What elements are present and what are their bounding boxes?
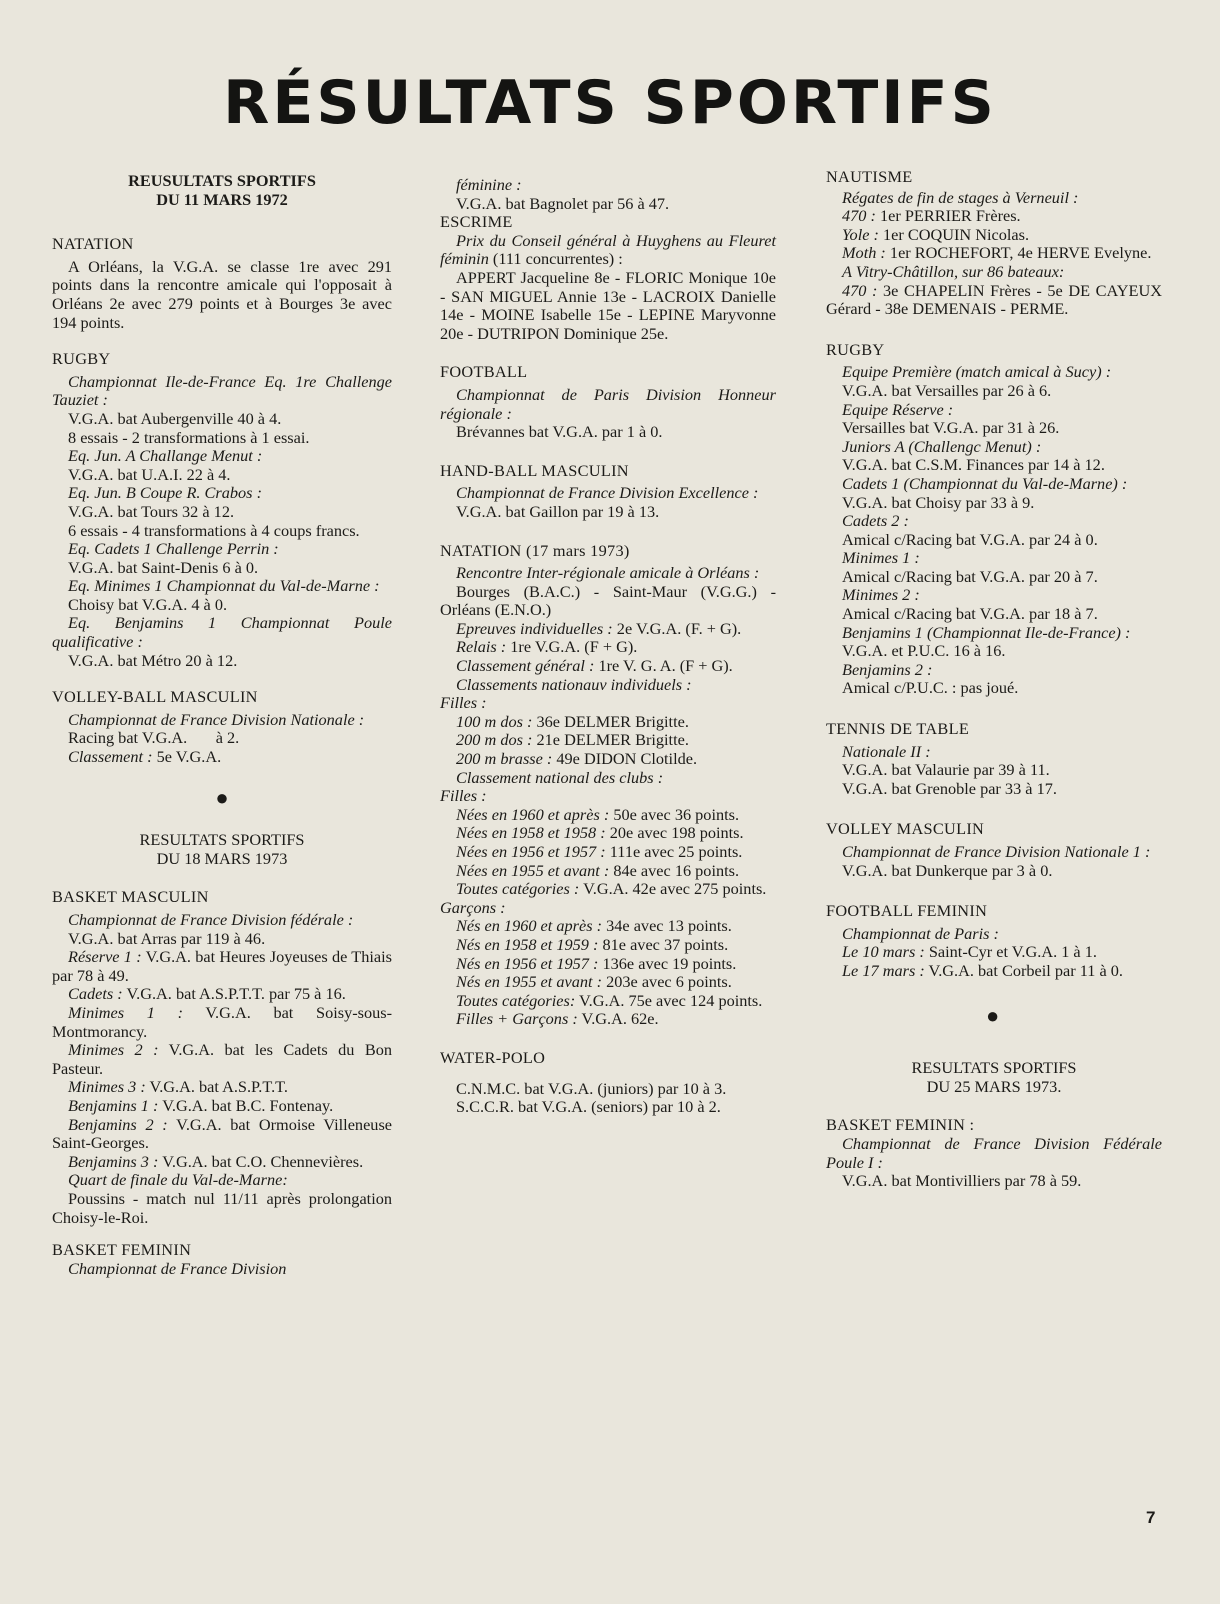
text-line: V.G.A. bat U.A.I. 22 à 4. [68, 464, 231, 484]
text-line: Championnat de France Division Nationale : [68, 709, 365, 729]
text-line: féminine : [456, 175, 522, 194]
text-line: Minimes 2 : V.G.A. bat les Cadets du Bon Pasteur. [52, 1040, 392, 1078]
text-line: Minimes 1 : [842, 548, 920, 568]
page-title: RÉSULTATS SPORTIFS [223, 68, 997, 138]
text-line: Championnat de France Division Excellence : [456, 483, 759, 503]
text-line: Eq. Jun. A Challange Menut : [68, 446, 263, 466]
natation-heading: NATATION (17 mars 1973) [440, 540, 630, 560]
column-2 [440, 176, 776, 1117]
text-line: Réserve 1 : V.G.A. bat Heures Joyeuses de Thiais par 78 à 49. [52, 947, 392, 985]
text-line: Amical c/P.U.C. : pas joué. [842, 678, 1019, 698]
text-line: Cadets 1 (Championnat du Val-de-Marne) : [842, 473, 1128, 493]
bullet-separator: ● [215, 784, 229, 810]
text-line: Yole : 1er COQUIN Nicolas. [842, 224, 1030, 244]
volley-heading: VOLLEY-BALL MASCULIN [52, 687, 258, 707]
text-line: Relais : 1re V.G.A. (F + G). [456, 637, 638, 657]
basket-feminin-heading: BASKET FEMININ : [826, 1115, 975, 1135]
text-line: Classement général : 1re V. G. A. (F + G). [456, 656, 733, 676]
text-line: A Vitry-Châtillon, sur 86 bateaux: [842, 261, 1065, 281]
text-line: V.G.A. bat Choisy par 33 à 9. [842, 492, 1035, 512]
text-line: 100 m dos : 36e DELMER Brigitte. [456, 711, 689, 731]
text-line: Juniors A (Challengc Menut) : [842, 436, 1042, 456]
text-line: V.G.A. bat Bagnolet par 56 à 47. [456, 193, 670, 213]
text-line: V.G.A. bat Arras par 119 à 46. [68, 928, 266, 948]
text-line: Championnat de Paris : [842, 923, 999, 943]
text-line: V.G.A. et P.U.C. 16 à 16. [842, 641, 1006, 661]
text-line: Benjamins 2 : V.G.A. bat Ormoise Villeneuse Saint-Georges. [52, 1114, 393, 1153]
text-line: 200 m dos : 21e DELMER Brigitte. [456, 730, 689, 750]
text-line: V.G.A. bat Métro 20 à 12. [68, 650, 238, 670]
text-line: Poussins - match nul 11/11 après prolongation Choisy-le-Roi. [52, 1188, 392, 1227]
text-line: 8 essais - 2 transformations à 1 essai. [68, 427, 310, 447]
text-line: Amical c/Racing bat V.G.A. par 20 à 7. [842, 566, 1098, 586]
text-line: Classement : 5e V.G.A. [68, 747, 222, 767]
text-line: Championnat de Paris Division Honneur régionale : [440, 384, 776, 423]
text-line: Filles : [440, 693, 487, 713]
escrime-heading: ESCRIME [440, 212, 513, 232]
text-line: Cadets 2 : [842, 511, 909, 531]
text-line: Prix du Conseil général à Huyghens au Fleuret féminin (111 concurrentes) : [440, 230, 776, 269]
section-subtitle: RESULTATS SPORTIFS DU 18 MARS 1973 [139, 830, 305, 868]
text-line: Championnat de France Division Nationale 1 : [842, 842, 1151, 861]
text-line: Bourges (B.A.C.) - Saint-Maur (V.G.G.) - Orléans (E.N.O.) [440, 581, 776, 620]
text-line: 470 : 1er PERRIER Frères. [842, 206, 1021, 226]
text-line: Le 10 mars : Saint-Cyr et V.G.A. 1 à 1. [842, 942, 1097, 962]
column-1 [52, 168, 392, 1278]
text-line: Toutes catégories : V.G.A. 42e avec 275 points. [456, 879, 767, 899]
text-line: Quart de finale du Val-de-Marne: [68, 1170, 288, 1190]
text-line: Rencontre Inter-régionale amicale à Orléans : [456, 563, 760, 583]
text-line: Nés en 1956 et 1957 : 136e avec 19 points. [456, 953, 737, 973]
text-line: Classements nationauv individuels : [456, 674, 692, 694]
waterpolo-heading: WATER-POLO [440, 1047, 546, 1067]
text-line: Toutes catégories: V.G.A. 75e avec 124 points. [456, 990, 763, 1010]
text-line: Versailles bat V.G.A. par 31 à 26. [842, 418, 1060, 438]
natation-heading: NATATION [52, 234, 134, 254]
text-line: V.G.A. bat Versailles par 26 à 6. [842, 380, 1052, 400]
text-line: Eq. Benjamins 1 Championnat Poule qualificative : [52, 613, 392, 652]
text-line: Benjamins 3 : V.G.A. bat C.O. Chennevières. [68, 1151, 364, 1171]
text-line: Brévannes bat V.G.A. par 1 à 0. [456, 422, 663, 442]
text-line: Garçons : [440, 897, 506, 917]
text-line: V.G.A. bat Valaurie par 39 à 11. [842, 760, 1050, 780]
text-line: Championnat de France Division [68, 1258, 287, 1278]
text-line: V.G.A. bat C.S.M. Finances par 14 à 12. [842, 455, 1105, 475]
handball-heading: HAND-BALL MASCULIN [440, 460, 629, 480]
text-line: Nées en 1960 et après : 50e avec 36 points. [456, 804, 740, 824]
text-line: V.G.A. bat Montivilliers par 78 à 59. [842, 1171, 1082, 1191]
text-line: Nées en 1958 et 1958 : 20e avec 198 points. [456, 823, 744, 843]
section-subtitle: REUSULTATS SPORTIFS DU 11 MARS 1972 [128, 171, 316, 209]
section-subtitle: RESULTATS SPORTIFS DU 25 MARS 1973. [911, 1058, 1077, 1096]
text-line: Filles + Garçons : V.G.A. 62e. [456, 1009, 659, 1029]
text-line: Nées en 1955 et avant : 84e avec 16 points. [456, 860, 740, 880]
text-line: Amical c/Racing bat V.G.A. par 18 à 7. [842, 604, 1098, 624]
text-line: Benjamins 2 : [842, 659, 933, 679]
text-line: S.C.C.R. bat V.G.A. (seniors) par 10 à 2. [456, 1097, 721, 1117]
text-line: 200 m brasse : 49e DIDON Clotilde. [456, 749, 698, 769]
text-line: Moth : 1er ROCHEFORT, 4e HERVE Evelyne. [842, 243, 1152, 263]
text-line: Filles : [440, 786, 487, 806]
text-line: Classement national des clubs : [456, 767, 664, 787]
text-line: Amical c/Racing bat V.G.A. par 24 à 0. [842, 529, 1098, 549]
text-line: Equipe Première (match amical à Sucy) : [842, 362, 1112, 382]
text-line: Nées en 1956 et 1957 : 111e avec 25 points. [456, 842, 743, 861]
text-line: V.G.A. bat Saint-Denis 6 à 0. [68, 557, 259, 577]
text-line: Benjamins 1 (Championnat Ile-de-France) : [842, 622, 1131, 642]
text-line: Nés en 1955 et avant : 203e avec 6 points. [456, 972, 732, 992]
text-line: Eq. Cadets 1 Challenge Perrin : [68, 539, 279, 559]
nautisme-heading: NAUTISME [826, 167, 913, 186]
text-line: V.G.A. bat Gaillon par 19 à 13. [456, 501, 660, 521]
rugby-heading: RUGBY [826, 339, 885, 359]
tennis-table-heading: TENNIS DE TABLE [826, 719, 970, 739]
text-line: C.N.M.C. bat V.G.A. (juniors) par 10 à 3. [456, 1078, 727, 1098]
text-line: Choisy bat V.G.A. 4 à 0. [68, 594, 228, 614]
natation-text: A Orléans, la V.G.A. se classe 1re avec 291 points dans la rencontre amicale qui l'opposait à Orléans 2e avec 279 points et à Bourges 3e avec 194 points. [52, 256, 392, 332]
text-line: APPERT Jacqueline 8e - FLORIC Monique 10e - SAN MIGUEL Annie 13e - LACROIX Danielle 14e - MOINE Isabelle 15e - LEPINE Maryvonne 20e - DUTRIPON Dominique 25e. [440, 267, 776, 343]
text-line: Benjamins 1 : V.G.A. bat B.C. Fontenay. [68, 1095, 334, 1115]
text-line: Minimes 1 : V.G.A. bat Soisy-sous-Montmorancy. [52, 1002, 393, 1041]
text-line: Minimes 3 : V.G.A. bat A.S.P.T.T. [68, 1077, 288, 1097]
text-line: Nés en 1958 et 1959 : 81e avec 37 points. [456, 934, 729, 954]
text-line: V.G.A. bat Aubergenville 40 à 4. [68, 408, 282, 428]
text-line: Championnat Ile-de-France Eq. 1re Challenge Tauziet : [52, 371, 392, 410]
text-line: Eq. Minimes 1 Championnat du Val-de-Marne : [68, 576, 380, 596]
rugby-heading: RUGBY [52, 349, 111, 369]
bullet-separator: ● [986, 1002, 1000, 1028]
text-line: Racing bat V.G.A. à 2. [68, 728, 240, 748]
volley-heading: VOLLEY MASCULIN [826, 819, 985, 839]
football-feminin-heading: FOOTBALL FEMININ [826, 901, 988, 921]
text-line: Cadets : V.G.A. bat A.S.P.T.T. par 75 à 16. [68, 984, 346, 1004]
text-line: Le 17 mars : V.G.A. bat Corbeil par 11 à 0. [842, 960, 1123, 980]
text-line: 6 essais - 4 transformations à 4 coups francs. [68, 520, 360, 540]
page-number: 7 [1146, 1508, 1156, 1527]
text-line: Minimes 2 : [842, 585, 920, 605]
text-line: V.G.A. bat Dunkerque par 3 à 0. [842, 860, 1053, 880]
text-line: Championnat de France Division fédérale : [68, 910, 354, 929]
text-line: V.G.A. bat Tours 32 à 12. [68, 501, 235, 521]
text-line: Nés en 1960 et après : 34e avec 13 points. [456, 916, 732, 936]
text-line: Championnat de France Division Fédérale Poule I : [826, 1133, 1162, 1172]
text-line: V.G.A. bat Grenoble par 33 à 17. [842, 778, 1057, 798]
text-line: Nationale II : [842, 741, 931, 761]
text-line: Régates de fin de stages à Verneuil : [842, 187, 1079, 207]
basket-heading: BASKET MASCULIN [52, 887, 209, 907]
basket-feminin-heading: BASKET FEMININ [52, 1240, 192, 1260]
football-heading: FOOTBALL [440, 362, 528, 382]
column-3 [826, 168, 1162, 1191]
text-line: Equipe Réserve : [842, 399, 954, 419]
text-line: 470 : 3e CHAPELIN Frères - 5e DE CAYEUX Gérard - 38e DEMENAIS - PERME. [826, 280, 1162, 319]
text-line: Epreuves individuelles : 2e V.G.A. (F. + G). [456, 618, 742, 638]
text-line: Eq. Jun. B Coupe R. Crabos : [68, 483, 262, 503]
